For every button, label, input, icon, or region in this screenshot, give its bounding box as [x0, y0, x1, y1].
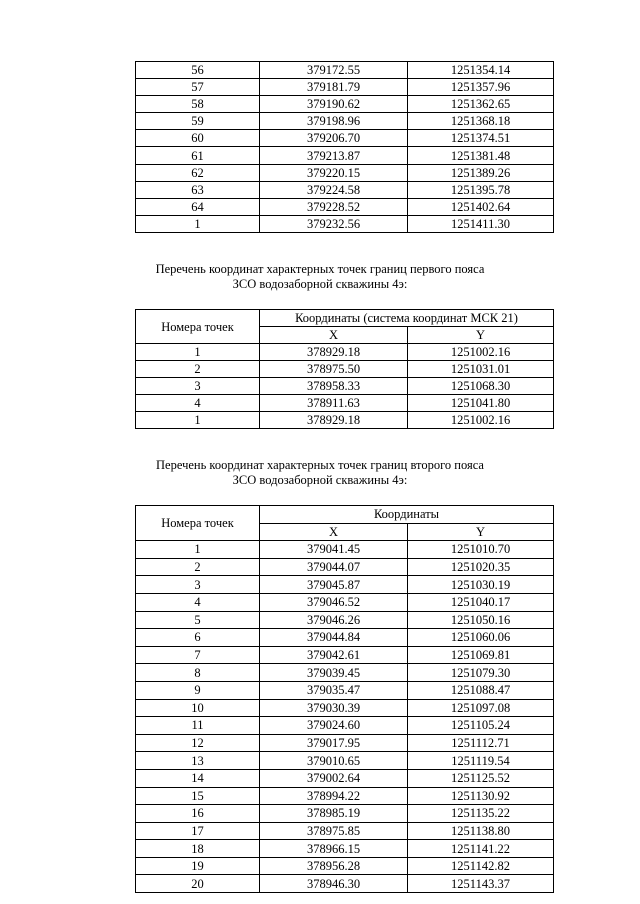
- table-row: [136, 699, 554, 717]
- x-coordinate: 379224.58: [260, 181, 408, 198]
- point-number: 19: [136, 857, 260, 875]
- point-number: 4: [136, 593, 260, 611]
- zone2-coordinates-table: [135, 505, 554, 893]
- table-row: [136, 805, 554, 823]
- point-number: 3: [136, 576, 260, 594]
- y-coordinate: 1251125.52: [408, 769, 554, 787]
- table-row: [136, 822, 554, 840]
- y-coordinate: 1251079.30: [408, 664, 554, 682]
- table-row: [136, 79, 554, 96]
- y-coordinate: 1251130.92: [408, 787, 554, 805]
- point-number: 57: [136, 79, 260, 96]
- x-coordinate: 379002.64: [260, 769, 408, 787]
- point-number: 2: [136, 361, 260, 378]
- x-coordinate: 379046.26: [260, 611, 408, 629]
- x-coordinate: 378985.19: [260, 805, 408, 823]
- x-coordinate: 378911.63: [260, 395, 408, 412]
- point-number: 3: [136, 378, 260, 395]
- table-row: [136, 752, 554, 770]
- point-number: 10: [136, 699, 260, 717]
- table-row: [136, 576, 554, 594]
- y-coordinate: 1251143.37: [408, 875, 554, 893]
- point-number: 60: [136, 130, 260, 147]
- point-number: 1: [136, 344, 260, 361]
- x-coordinate: 378956.28: [260, 857, 408, 875]
- y-coordinate: 1251105.24: [408, 717, 554, 735]
- zone2-caption-line1: Перечень координат характерных точек границ второго пояса: [156, 458, 484, 472]
- point-number: 59: [136, 113, 260, 130]
- table-row: [136, 147, 554, 164]
- table-row: [136, 164, 554, 181]
- y-coordinate: 1251381.48: [408, 147, 554, 164]
- y-coordinate: 1251142.82: [408, 857, 554, 875]
- zone1-header-points: Номера точек: [136, 310, 260, 344]
- table-row: [136, 378, 554, 395]
- x-coordinate: 379181.79: [260, 79, 408, 96]
- table-row: [136, 558, 554, 576]
- y-coordinate: 1251050.16: [408, 611, 554, 629]
- zone2-table-body: [136, 541, 554, 893]
- table-row: [136, 361, 554, 378]
- x-coordinate: 378975.85: [260, 822, 408, 840]
- x-coordinate: 379046.52: [260, 593, 408, 611]
- x-coordinate: 379044.07: [260, 558, 408, 576]
- point-number: 8: [136, 664, 260, 682]
- point-number: 58: [136, 96, 260, 113]
- x-coordinate: 378958.33: [260, 378, 408, 395]
- y-coordinate: 1251041.80: [408, 395, 554, 412]
- table-row: [136, 215, 554, 232]
- y-coordinate: 1251030.19: [408, 576, 554, 594]
- y-coordinate: 1251411.30: [408, 215, 554, 232]
- table-row: [136, 629, 554, 647]
- zone1-coordinates-table: [135, 309, 554, 429]
- y-coordinate: 1251135.22: [408, 805, 554, 823]
- point-number: 20: [136, 875, 260, 893]
- table-row: [136, 62, 554, 79]
- continuation-table-body: [136, 62, 554, 233]
- table-row: [136, 611, 554, 629]
- zone2-header-points: Номера точек: [136, 506, 260, 541]
- x-coordinate: 379232.56: [260, 215, 408, 232]
- y-coordinate: 1251088.47: [408, 681, 554, 699]
- zone1-caption-line2: ЗСО водозаборной скважины 4э:: [232, 277, 408, 291]
- y-coordinate: 1251069.81: [408, 646, 554, 664]
- point-number: 62: [136, 164, 260, 181]
- table-row: [136, 344, 554, 361]
- y-coordinate: 1251040.17: [408, 593, 554, 611]
- table-row: [136, 787, 554, 805]
- point-number: 11: [136, 717, 260, 735]
- x-coordinate: 379045.87: [260, 576, 408, 594]
- y-coordinate: 1251002.16: [408, 412, 554, 429]
- point-number: 17: [136, 822, 260, 840]
- table-row: [136, 541, 554, 559]
- point-number: 6: [136, 629, 260, 647]
- x-coordinate: 379030.39: [260, 699, 408, 717]
- zone1-header-row: [136, 310, 554, 327]
- table-row: [136, 734, 554, 752]
- point-number: 64: [136, 198, 260, 215]
- table-row: [136, 412, 554, 429]
- x-coordinate: 378929.18: [260, 412, 408, 429]
- x-coordinate: 378946.30: [260, 875, 408, 893]
- y-coordinate: 1251362.65: [408, 96, 554, 113]
- y-coordinate: 1251068.30: [408, 378, 554, 395]
- x-coordinate: 378929.18: [260, 344, 408, 361]
- point-number: 5: [136, 611, 260, 629]
- zone1-header-coords: Координаты (система координат МСК 21): [260, 310, 554, 327]
- table-row: [136, 395, 554, 412]
- table-row: [136, 181, 554, 198]
- y-coordinate: 1251010.70: [408, 541, 554, 559]
- zone1-table-body: [136, 344, 554, 429]
- zone1-header-y: Y: [408, 327, 554, 344]
- y-coordinate: 1251031.01: [408, 361, 554, 378]
- point-number: 56: [136, 62, 260, 79]
- y-coordinate: 1251389.26: [408, 164, 554, 181]
- point-number: 13: [136, 752, 260, 770]
- x-coordinate: 378994.22: [260, 787, 408, 805]
- y-coordinate: 1251357.96: [408, 79, 554, 96]
- y-coordinate: 1251368.18: [408, 113, 554, 130]
- x-coordinate: 379017.95: [260, 734, 408, 752]
- table-row: [136, 717, 554, 735]
- y-coordinate: 1251374.51: [408, 130, 554, 147]
- x-coordinate: 379024.60: [260, 717, 408, 735]
- table-row: [136, 593, 554, 611]
- zone1-caption-line1: Перечень координат характерных точек границ первого пояса: [155, 262, 485, 276]
- point-number: 12: [136, 734, 260, 752]
- point-number: 4: [136, 395, 260, 412]
- y-coordinate: 1251119.54: [408, 752, 554, 770]
- y-coordinate: 1251138.80: [408, 822, 554, 840]
- point-number: 16: [136, 805, 260, 823]
- table-row: [136, 769, 554, 787]
- x-coordinate: 378975.50: [260, 361, 408, 378]
- x-coordinate: 379206.70: [260, 130, 408, 147]
- table-row: [136, 664, 554, 682]
- x-coordinate: 379010.65: [260, 752, 408, 770]
- point-number: 63: [136, 181, 260, 198]
- y-coordinate: 1251002.16: [408, 344, 554, 361]
- table-row: [136, 875, 554, 893]
- point-number: 14: [136, 769, 260, 787]
- x-coordinate: 379044.84: [260, 629, 408, 647]
- y-coordinate: 1251354.14: [408, 62, 554, 79]
- zone2-header-coords: Координаты: [260, 506, 554, 524]
- y-coordinate: 1251020.35: [408, 558, 554, 576]
- table-row: [136, 96, 554, 113]
- x-coordinate: 379228.52: [260, 198, 408, 215]
- x-coordinate: 379035.47: [260, 681, 408, 699]
- y-coordinate: 1251060.06: [408, 629, 554, 647]
- x-coordinate: 379190.62: [260, 96, 408, 113]
- point-number: 61: [136, 147, 260, 164]
- x-coordinate: 379041.45: [260, 541, 408, 559]
- x-coordinate: 379213.87: [260, 147, 408, 164]
- zone2-caption: [0, 458, 640, 488]
- point-number: 2: [136, 558, 260, 576]
- zone2-caption-line2: ЗСО водозаборной скважины 4э:: [232, 473, 408, 487]
- zone1-caption: [0, 262, 640, 292]
- point-number: 1: [136, 412, 260, 429]
- x-coordinate: 378966.15: [260, 840, 408, 858]
- x-coordinate: 379039.45: [260, 664, 408, 682]
- zone2-header-y: Y: [408, 523, 554, 541]
- point-number: 7: [136, 646, 260, 664]
- x-coordinate: 379042.61: [260, 646, 408, 664]
- zone2-header-row: [136, 506, 554, 524]
- y-coordinate: 1251402.64: [408, 198, 554, 215]
- table-row: [136, 198, 554, 215]
- point-number: 1: [136, 541, 260, 559]
- point-number: 1: [136, 215, 260, 232]
- zone1-header-x: X: [260, 327, 408, 344]
- x-coordinate: 379220.15: [260, 164, 408, 181]
- table-row: [136, 113, 554, 130]
- y-coordinate: 1251112.71: [408, 734, 554, 752]
- table-row: [136, 130, 554, 147]
- zone2-header-x: X: [260, 523, 408, 541]
- table-row: [136, 681, 554, 699]
- x-coordinate: 379172.55: [260, 62, 408, 79]
- y-coordinate: 1251097.08: [408, 699, 554, 717]
- table-row: [136, 857, 554, 875]
- y-coordinate: 1251395.78: [408, 181, 554, 198]
- point-number: 15: [136, 787, 260, 805]
- point-number: 18: [136, 840, 260, 858]
- continuation-coordinates-table: [135, 61, 554, 233]
- x-coordinate: 379198.96: [260, 113, 408, 130]
- point-number: 9: [136, 681, 260, 699]
- table-row: [136, 646, 554, 664]
- y-coordinate: 1251141.22: [408, 840, 554, 858]
- table-row: [136, 840, 554, 858]
